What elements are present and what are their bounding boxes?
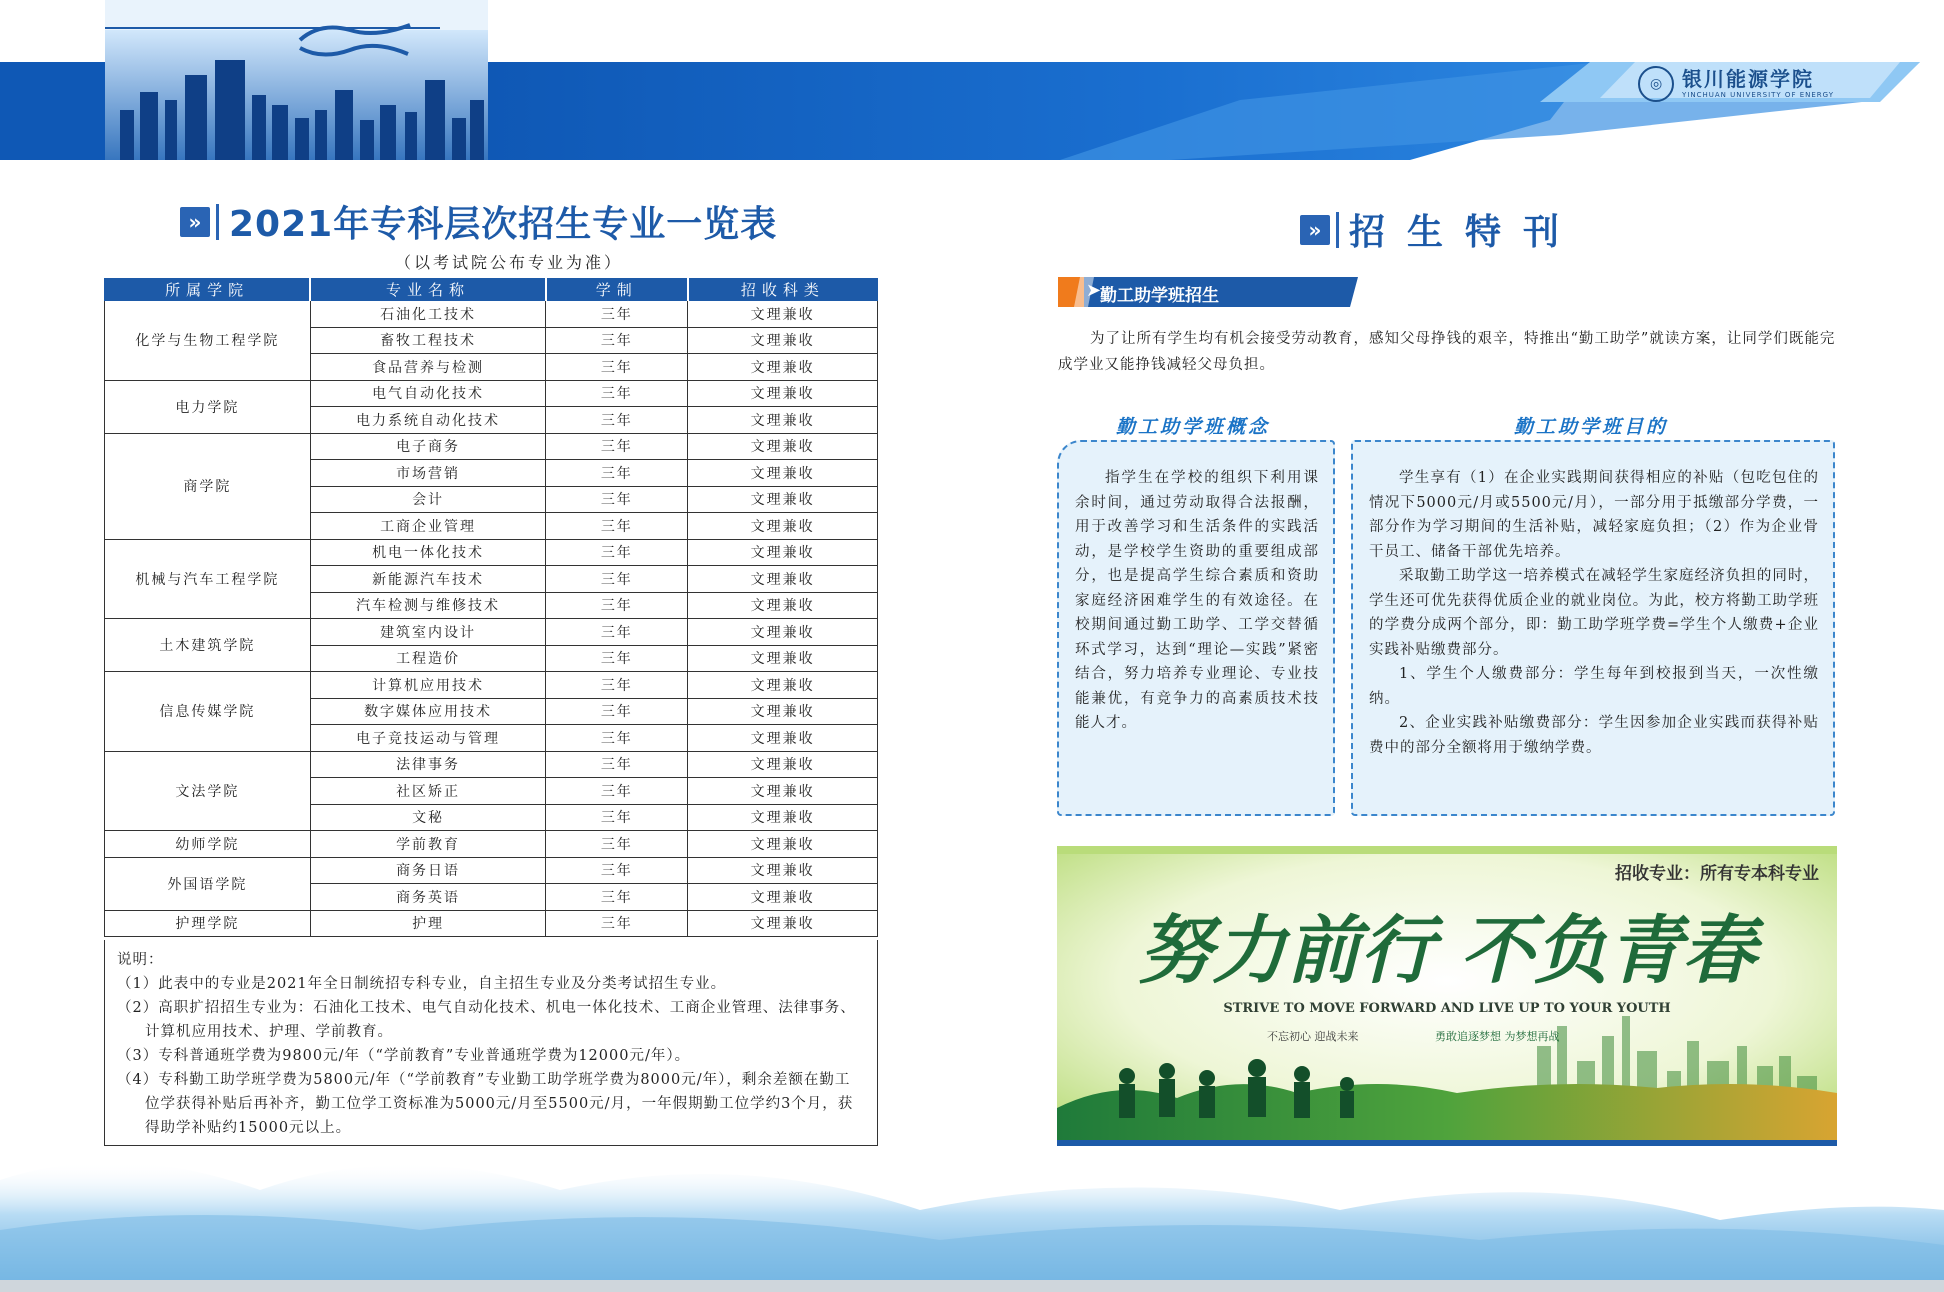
college-cell: 电力学院 (105, 380, 311, 433)
purpose-paragraph-2: 采取勤工助学这一培养模式在减轻学生家庭经济负担的同时，学生还可优先获得优质企业的就业岗位。为此，校方将勤工助学班的学费分成两个部分，即：勤工助学班学费=学生个人缴费+企业实践补贴缴费部分。 (1369, 568, 1819, 658)
table-row (105, 433, 878, 460)
category-cell: 文理兼收 (688, 566, 878, 593)
duration-cell: 三年 (546, 619, 688, 646)
duration-cell: 三年 (546, 407, 688, 434)
major-cell: 建筑室内设计 (310, 619, 546, 646)
table-row (105, 672, 878, 699)
duration-cell: 三年 (546, 354, 688, 381)
category-cell: 文理兼收 (688, 486, 878, 513)
arrow-right-icon: ➤ (1086, 280, 1102, 301)
major-cell: 学前教育 (310, 831, 546, 858)
major-cell: 电子商务 (310, 433, 546, 460)
banner-slogan: 努力前行 不负青春 (1138, 908, 1756, 994)
concept-title: 勤工助学班概念 (1116, 416, 1271, 438)
note-1: （1）此表中的专业是2021年全日制统招专科专业，自主招生专业及分类考试招生专业。 (117, 976, 727, 992)
right-title-row (1300, 204, 1581, 255)
column-header: 招收科类 (688, 279, 878, 301)
purpose-paragraph-3: 1、学生个人缴费部分：学生每年到校报到当天，一次性缴纳。 (1369, 666, 1819, 707)
category-cell: 文理兼收 (688, 698, 878, 725)
logo-cn: 银川能源学院 (1682, 67, 1815, 91)
double-chevron-icon: » (1300, 215, 1330, 245)
duration-cell: 三年 (546, 672, 688, 699)
major-cell: 新能源汽车技术 (310, 566, 546, 593)
duration-cell: 三年 (546, 910, 688, 937)
banner-top-text: 招收专业：所有专本科专业 (1615, 864, 1819, 884)
major-cell: 工商企业管理 (310, 513, 546, 540)
duration-cell: 三年 (546, 645, 688, 672)
category-cell: 文理兼收 (688, 539, 878, 566)
major-cell: 机电一体化技术 (310, 539, 546, 566)
notes-title: 说明： (117, 952, 164, 968)
major-cell: 护理 (310, 910, 546, 937)
section-tab (1058, 277, 1358, 307)
table-row (105, 857, 878, 884)
category-cell: 文理兼收 (688, 592, 878, 619)
college-cell: 外国语学院 (105, 857, 311, 910)
college-cell: 文法学院 (105, 751, 311, 831)
major-cell: 商务英语 (310, 884, 546, 911)
column-header: 学制 (546, 279, 688, 301)
major-cell: 会计 (310, 486, 546, 513)
category-cell: 文理兼收 (688, 778, 878, 805)
table-row (105, 910, 878, 937)
major-cell: 计算机应用技术 (310, 672, 546, 699)
duration-cell: 三年 (546, 539, 688, 566)
category-cell: 文理兼收 (688, 619, 878, 646)
college-cell: 机械与汽车工程学院 (105, 539, 311, 619)
banner-tag-1: 不忘初心 迎战未来 (1267, 1030, 1359, 1043)
category-cell: 文理兼收 (688, 354, 878, 381)
table-row (105, 301, 878, 328)
major-cell: 商务日语 (310, 857, 546, 884)
major-cell: 石油化工技术 (310, 301, 546, 328)
duration-cell: 三年 (546, 857, 688, 884)
duration-cell: 三年 (546, 698, 688, 725)
intro-paragraph: 为了让所有学生均有机会接受劳动教育，感知父母挣钱的艰辛，特推出“勤工助学”就读方案，让同学们既能完成学业又能挣钱减轻父母负担。 (1058, 331, 1836, 373)
category-cell: 文理兼收 (688, 380, 878, 407)
section-label: 勤工助学班招生 (1100, 286, 1219, 306)
major-cell: 电子竞技运动与管理 (310, 725, 546, 752)
duration-cell: 三年 (546, 460, 688, 487)
category-cell: 文理兼收 (688, 725, 878, 752)
category-cell: 文理兼收 (688, 301, 878, 328)
category-cell: 文理兼收 (688, 831, 878, 858)
banner-slogan-en: STRIVE TO MOVE FORWARD AND LIVE UP TO YOUR YOUTH (1223, 1001, 1671, 1016)
purpose-box (1351, 440, 1835, 816)
category-cell: 文理兼收 (688, 672, 878, 699)
purpose-paragraph-4: 2、企业实践补贴缴费部分：学生因参加企业实践而获得补贴费中的部分全额将用于缴纳学费。 (1369, 715, 1819, 756)
majors-table (104, 278, 878, 937)
title-divider (216, 204, 219, 240)
slogan-banner (1057, 846, 1837, 1146)
duration-cell: 三年 (546, 380, 688, 407)
left-title-row (180, 196, 777, 247)
college-cell: 幼师学院 (105, 831, 311, 858)
school-emblem-icon: ◎ (1638, 66, 1674, 102)
category-cell: 文理兼收 (688, 910, 878, 937)
duration-cell: 三年 (546, 592, 688, 619)
concept-box: 指学生在学校的组织下利用课余时间，通过劳动取得合法报酬，用于改善学习和生活条件的实践活动，是学校学生资助的重要组成部分，也是提高学生综合素质和资助家庭经济困难学生的有效途径。在校期间通过勤工助学、工学交替循环式学习，达到“理论—实践”紧密结合，努力培养专业理论、专业技能兼优，有竞争力的高素质技术技能人才。 (1057, 440, 1335, 816)
college-cell: 信息传媒学院 (105, 672, 311, 752)
school-logo (1638, 66, 1834, 102)
duration-cell: 三年 (546, 751, 688, 778)
major-cell: 电力系统自动化技术 (310, 407, 546, 434)
college-cell: 土木建筑学院 (105, 619, 311, 672)
note-4: （4）专科勤工助学班学费为5800元/年（“学前教育”专业勤工助学班学费为8000元/年），剩余差额在勤工位学获得补贴后再补齐，勤工位学工资标准为5000元/月至5500元/月，一年假期勤工位学约3个月，获得助学补贴约15000元以上。 (117, 1072, 854, 1136)
major-cell: 工程造价 (310, 645, 546, 672)
table-row (105, 619, 878, 646)
purpose-title: 勤工助学班目的 (1514, 416, 1669, 438)
double-chevron-icon: » (180, 207, 210, 237)
major-cell: 法律事务 (310, 751, 546, 778)
category-cell: 文理兼收 (688, 407, 878, 434)
duration-cell: 三年 (546, 804, 688, 831)
major-cell: 文秘 (310, 804, 546, 831)
duration-cell: 三年 (546, 884, 688, 911)
table-header-row (105, 279, 878, 301)
duration-cell: 三年 (546, 566, 688, 593)
category-cell: 文理兼收 (688, 460, 878, 487)
college-cell: 商学院 (105, 433, 311, 539)
table-row (105, 539, 878, 566)
bottom-wave-decoration (0, 1120, 1944, 1292)
category-cell: 文理兼收 (688, 645, 878, 672)
duration-cell: 三年 (546, 778, 688, 805)
category-cell: 文理兼收 (688, 751, 878, 778)
purpose-paragraph-1: 学生享有（1）在企业实践期间获得相应的补贴（包吃包住的情况下5000元/月或5500元/月），一部分用于抵缴部分学费，一部分作为学习期间的生活补贴，减轻家庭负担；（2）作为企业骨干员工、储备干部优先培养。 (1369, 470, 1819, 560)
left-page-title: 2021年专科层次招生专业一览表 (229, 204, 778, 245)
duration-cell: 三年 (546, 831, 688, 858)
college-cell: 护理学院 (105, 910, 311, 937)
college-cell: 化学与生物工程学院 (105, 301, 311, 381)
category-cell: 文理兼收 (688, 433, 878, 460)
note-3: （3）专科普通班学费为9800元/年（“学前教育”专业普通班学费为12000元/年）。 (117, 1048, 691, 1064)
table-subtitle: （以考试院公布专业为准） (395, 253, 624, 272)
category-cell: 文理兼收 (688, 327, 878, 354)
column-header: 专业名称 (310, 279, 546, 301)
duration-cell: 三年 (546, 513, 688, 540)
duration-cell: 三年 (546, 301, 688, 328)
logo-en: YINCHUAN UNIVERSITY OF ENERGY (1682, 91, 1834, 99)
major-cell: 食品营养与检测 (310, 354, 546, 381)
duration-cell: 三年 (546, 327, 688, 354)
right-page-title: 招生特刊 (1349, 212, 1582, 253)
major-cell: 市场营销 (310, 460, 546, 487)
title-divider (1336, 212, 1339, 248)
major-cell: 社区矫正 (310, 778, 546, 805)
table-row (105, 831, 878, 858)
note-2: （2）高职扩招招生专业为：石油化工技术、电气自动化技术、机电一体化技术、工商企业管理、法律事务、计算机应用技术、护理、学前教育。 (117, 1000, 856, 1040)
table-row (105, 380, 878, 407)
major-cell: 汽车检测与维修技术 (310, 592, 546, 619)
major-cell: 数字媒体应用技术 (310, 698, 546, 725)
major-cell: 电气自动化技术 (310, 380, 546, 407)
duration-cell: 三年 (546, 433, 688, 460)
category-cell: 文理兼收 (688, 857, 878, 884)
table-row (105, 751, 878, 778)
duration-cell: 三年 (546, 486, 688, 513)
table-notes (104, 940, 878, 1146)
duration-cell: 三年 (546, 725, 688, 752)
category-cell: 文理兼收 (688, 884, 878, 911)
major-cell: 畜牧工程技术 (310, 327, 546, 354)
column-header: 所属学院 (105, 279, 311, 301)
category-cell: 文理兼收 (688, 804, 878, 831)
banner-tag-2: 勇敢追逐梦想 为梦想再战 (1435, 1030, 1560, 1043)
category-cell: 文理兼收 (688, 513, 878, 540)
